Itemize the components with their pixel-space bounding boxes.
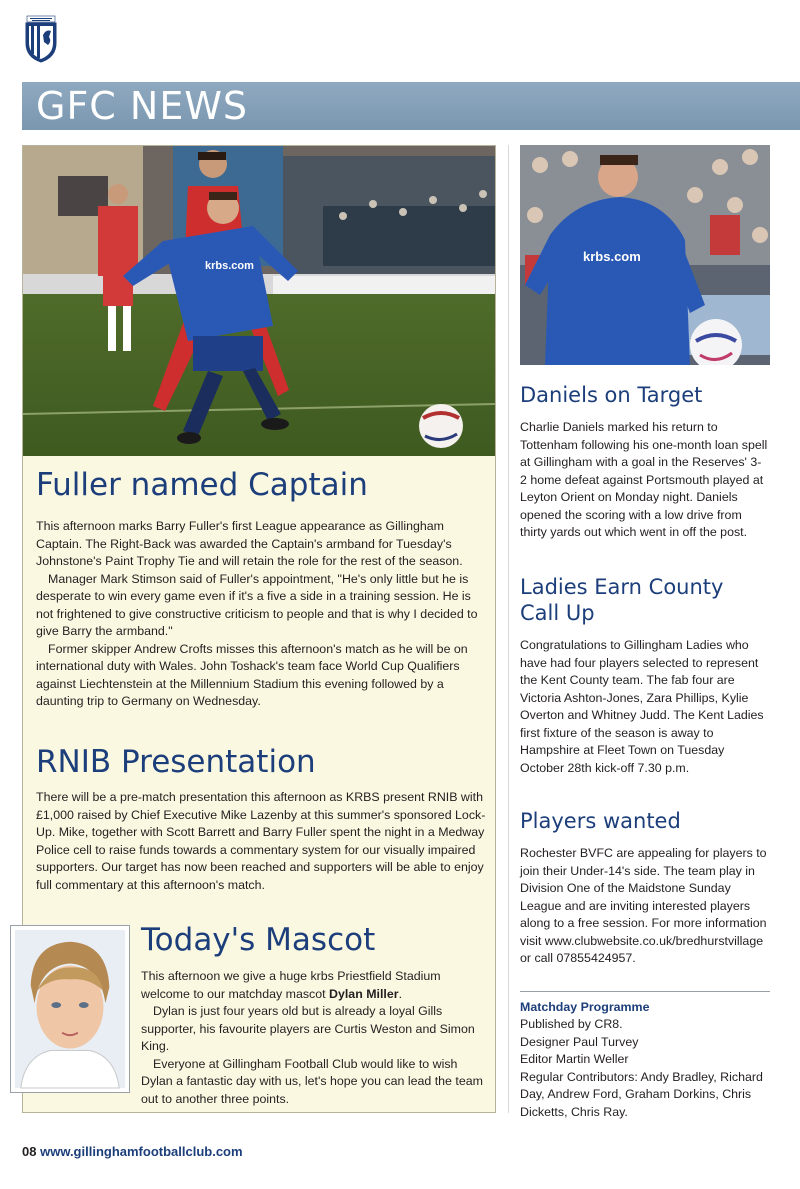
match-action-photo bbox=[23, 146, 495, 456]
mascot-paragraph-2: Dylan is just four years old but is already a loyal Gills supporter, his favourite players are Curtis Weston and Simon King. bbox=[141, 1004, 475, 1053]
article-body-ladies: Congratulations to Gillingham Ladies who have had four players selected to represent the Kent County team. The fab four are Victoria Ashton-Jones, Zara Phillips, Kylie Overton and Whitney Judd. The Kent Ladies first fixture of the season is away to Hampshire at Fleet Town on Tuesday October 28th kick-off 7.30 p.m. bbox=[520, 638, 764, 775]
article-body-rnib bbox=[36, 789, 486, 894]
article-body-fuller bbox=[36, 518, 486, 711]
article-title-mascot: Today's Mascot bbox=[141, 922, 376, 958]
article-body-players-wanted: Rochester BVFC are appealing for players to join their Under-14's side. The team play in Division One of the Maidstone Sunday League and are inviting interested players along to a free session. For more information visit www.clubwebsite.co.uk/bredhurstvillage or call 07855424957. bbox=[520, 846, 767, 965]
mascot-intro: This afternoon we give a huge krbs Priestfield Stadium welcome to our matchday mascot bbox=[141, 969, 441, 1001]
section-title: GFC NEWS bbox=[36, 84, 249, 128]
mascot-name: Dylan Miller bbox=[329, 986, 399, 1001]
fuller-paragraph-1: This afternoon marks Barry Fuller's first League appearance as Gillingham Captain. The Right-Back was awarded the Captain's armband for Tuesday's Johnstone's Paint Trophy Tie and will retain the role for the rest of the season. bbox=[36, 519, 463, 568]
article-title-daniels: Daniels on Target bbox=[520, 383, 703, 407]
mascot-paragraph-3: Everyone at Gillingham Football Club would like to wish Dylan a fantastic day with us, let's hope you can lead the team out to another three points. bbox=[141, 1056, 483, 1106]
column-divider bbox=[508, 145, 509, 1113]
shirt-sponsor-main: krbs.com bbox=[205, 260, 254, 272]
ladies-title-line-1: Ladies Earn County bbox=[520, 575, 724, 599]
page-number: 08 bbox=[22, 1144, 37, 1159]
rnib-paragraph: There will be a pre-match presentation this afternoon as KRBS present RNIB with £1,000 raised by Chief Executive Mike Lazenby at this summer's sponsored Lock-Up. Mike, together with Scott Barrett and Barry Fuller spent the night in a Medway Police cell to raise funds towards a commentary system for our visually impaired supporters. Our target has now been reached and supporters will be able to enjoy full commentary at this afternoon's match. bbox=[36, 790, 486, 892]
shirt-sponsor-right: krbs.com bbox=[583, 249, 641, 264]
article-body-daniels: Charlie Daniels marked his return to Tottenham following his one-month loan spell at Gillingham with a goal in the Reserves' 3-2 home defeat against Portsmouth played at Leyton Orient on Monday night. Daniels opened the scoring with a low drive from thirty yards out which went in off the post. bbox=[520, 420, 768, 539]
ladies-title-line-2: Call Up bbox=[520, 601, 595, 625]
article-title-rnib: RNIB Presentation bbox=[36, 744, 316, 780]
programme-publisher: Published by CR8. bbox=[520, 1017, 623, 1031]
programme-title: Matchday Programme bbox=[520, 1000, 650, 1014]
article-body-mascot bbox=[141, 968, 486, 1108]
fuller-paragraph-3: Former skipper Andrew Crofts misses this afternoon's match as he will be on international duty with Wales. John Toshack's team face World Cup Qualifiers against Liechtenstein at the Millennium Stadium this evening followed by a daunting trip to Germany on Wednesday. bbox=[36, 641, 468, 708]
footer-website-link[interactable]: www.gillinghamfootballclub.com bbox=[40, 1144, 243, 1159]
programme-designer: Designer Paul Turvey bbox=[520, 1034, 639, 1049]
programme-credits bbox=[520, 1016, 770, 1121]
daniels-photo bbox=[520, 145, 770, 365]
article-title-fuller: Fuller named Captain bbox=[36, 467, 368, 503]
section-header-bar bbox=[22, 82, 800, 130]
programme-divider bbox=[520, 991, 770, 992]
article-title-players-wanted: Players wanted bbox=[520, 809, 681, 833]
mascot-paragraph-1 bbox=[141, 968, 486, 1003]
programme-contributors: Regular Contributors: Andy Bradley, Richard Day, Andrew Ford, Graham Dorkins, Chris Dicketts, Chris Ray. bbox=[520, 1069, 763, 1119]
mascot-portrait-photo bbox=[10, 925, 130, 1093]
programme-editor: Editor Martin Weller bbox=[520, 1052, 629, 1066]
fuller-paragraph-2: Manager Mark Stimson said of Fuller's appointment, "He's only little but he is desperate to win every game even if it's a five a side in a training session. He is not frightened to give constructive criticism to people and that is why I decided to give Barry the armband." bbox=[36, 571, 478, 638]
mascot-intro-end: . bbox=[398, 986, 403, 1001]
page-footer bbox=[22, 1144, 243, 1159]
article-title-ladies bbox=[520, 574, 723, 626]
club-crest-logo bbox=[24, 15, 58, 63]
